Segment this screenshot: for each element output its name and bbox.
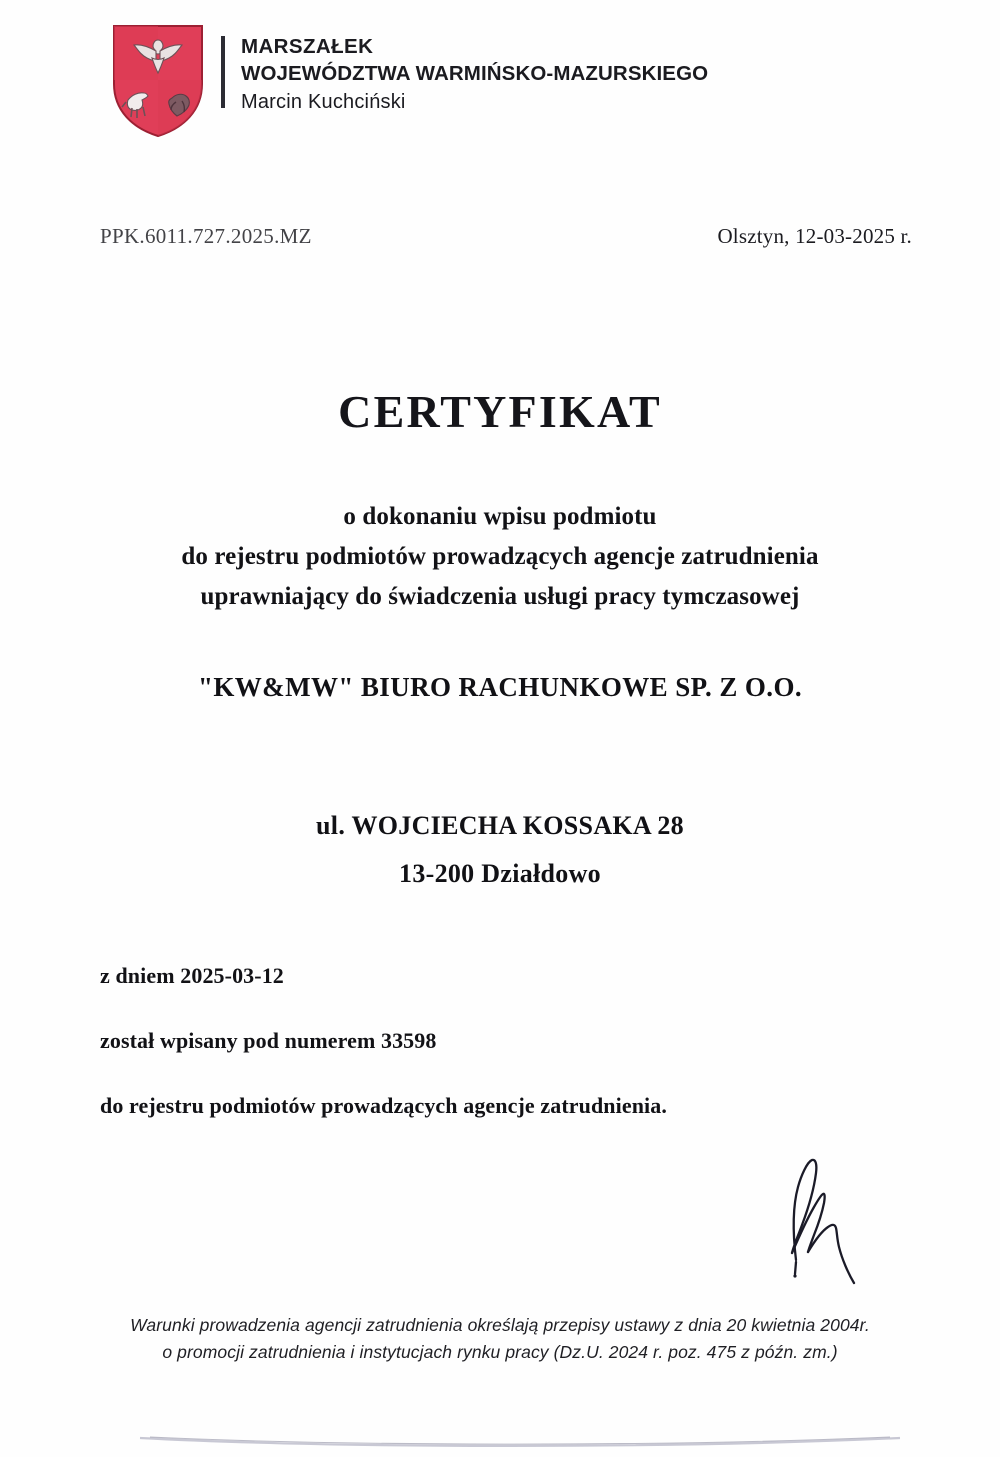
registration-register-line: do rejestru podmiotów prowadzących agencje zatrudnienia. (100, 1093, 667, 1118)
purpose-line: uprawniający do świadczenia usługi pracy tymczasowej (200, 583, 800, 610)
coat-of-arms-icon (110, 22, 206, 140)
page-title: CERTYFIKAT (338, 386, 662, 437)
registration-block (100, 963, 860, 1119)
signature-icon (760, 1135, 910, 1300)
registration-number-line: został wpisany pod numerem 33598 (100, 1028, 437, 1053)
place-and-date: Olsztyn, 12-03-2025 r. (717, 224, 912, 248)
letterhead-text (241, 34, 708, 117)
purpose-line: do rejestru podmiotów prowadzących agencje zatrudnienia (181, 543, 819, 570)
footnote-line: o promocji zatrudnienia i instytucjach rynku pracy (Dz.U. 2024 r. poz. 475 z późn. zm.) (162, 1342, 838, 1362)
letterhead (110, 22, 708, 140)
letterhead-title-line-1: MARSZAŁEK (241, 35, 374, 58)
letterhead-title-line-2: WOJEWÓDZTWA WARMIŃSKO-MAZURSKIEGO (241, 61, 709, 85)
registration-effective-date-line: z dniem 2025-03-12 (100, 963, 284, 988)
legal-footnote (0, 1312, 1000, 1366)
entity-address (0, 802, 1000, 898)
purpose-block (0, 497, 1000, 617)
reference-number: PPK.6011.727.2025.MZ (100, 224, 312, 248)
purpose-line: o dokonaniu wpisu podmiotu (343, 503, 657, 530)
reference-row (0, 224, 1000, 254)
footnote-line: Warunki prowadzenia agencji zatrudnienia określają przepisy ustawy z dnia 20 kwietnia 2004r. (130, 1315, 870, 1335)
entity-name: "KW&MW" BIURO RACHUNKOWE SP. Z O.O. (197, 672, 803, 702)
letterhead-divider (221, 36, 225, 108)
letterhead-official-name: Marcin Kuchciński (241, 91, 406, 114)
address-line: ul. WOJCIECHA KOSSAKA 28 (316, 811, 684, 840)
address-line: 13-200 Działdowo (399, 859, 601, 888)
scan-edge-artifact (0, 1404, 1000, 1454)
